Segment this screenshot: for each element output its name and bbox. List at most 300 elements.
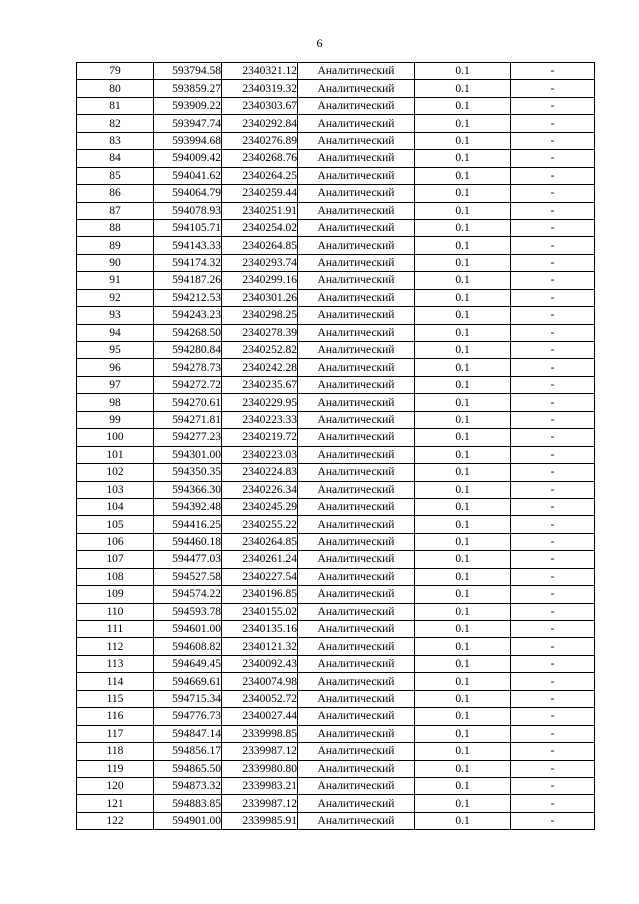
method-cell: Аналитический bbox=[298, 481, 415, 498]
y-coordinate-cell: 2340298.25 bbox=[222, 307, 298, 324]
description-cell: - bbox=[511, 254, 595, 271]
method-cell: Аналитический bbox=[298, 167, 415, 184]
y-coordinate-cell: 2340255.22 bbox=[222, 516, 298, 533]
description-cell: - bbox=[511, 621, 595, 638]
method-cell: Аналитический bbox=[298, 743, 415, 760]
method-cell: Аналитический bbox=[298, 777, 415, 794]
x-coordinate-cell: 594901.00 bbox=[154, 812, 222, 829]
table-row bbox=[77, 429, 595, 446]
point-number-cell: 120 bbox=[77, 777, 154, 794]
point-number-cell: 83 bbox=[77, 132, 154, 149]
y-coordinate-cell: 2340223.03 bbox=[222, 446, 298, 463]
x-coordinate-cell: 594277.23 bbox=[154, 429, 222, 446]
method-cell: Аналитический bbox=[298, 324, 415, 341]
y-coordinate-cell: 2339980.80 bbox=[222, 760, 298, 777]
accuracy-cell: 0.1 bbox=[415, 481, 511, 498]
y-coordinate-cell: 2340242.28 bbox=[222, 359, 298, 376]
method-cell: Аналитический bbox=[298, 376, 415, 393]
x-coordinate-cell: 594460.18 bbox=[154, 533, 222, 550]
description-cell: - bbox=[511, 394, 595, 411]
method-cell: Аналитический bbox=[298, 446, 415, 463]
accuracy-cell: 0.1 bbox=[415, 289, 511, 306]
y-coordinate-cell: 2340224.83 bbox=[222, 464, 298, 481]
x-coordinate-cell: 594064.79 bbox=[154, 185, 222, 202]
point-number-cell: 114 bbox=[77, 673, 154, 690]
point-number-cell: 95 bbox=[77, 342, 154, 359]
description-cell: - bbox=[511, 638, 595, 655]
x-coordinate-cell: 594392.48 bbox=[154, 498, 222, 515]
y-coordinate-cell: 2340052.72 bbox=[222, 690, 298, 707]
y-coordinate-cell: 2340303.67 bbox=[222, 97, 298, 114]
table-row bbox=[77, 132, 595, 149]
x-coordinate-cell: 594105.71 bbox=[154, 219, 222, 236]
y-coordinate-cell: 2339985.91 bbox=[222, 812, 298, 829]
point-number-cell: 112 bbox=[77, 638, 154, 655]
accuracy-cell: 0.1 bbox=[415, 777, 511, 794]
description-cell: - bbox=[511, 219, 595, 236]
accuracy-cell: 0.1 bbox=[415, 237, 511, 254]
x-coordinate-cell: 594883.85 bbox=[154, 795, 222, 812]
method-cell: Аналитический bbox=[298, 586, 415, 603]
description-cell: - bbox=[511, 202, 595, 219]
table-row bbox=[77, 725, 595, 742]
method-cell: Аналитический bbox=[298, 80, 415, 97]
x-coordinate-cell: 594280.84 bbox=[154, 342, 222, 359]
table-row bbox=[77, 376, 595, 393]
description-cell: - bbox=[511, 150, 595, 167]
accuracy-cell: 0.1 bbox=[415, 760, 511, 777]
x-coordinate-cell: 593994.68 bbox=[154, 132, 222, 149]
x-coordinate-cell: 594268.50 bbox=[154, 324, 222, 341]
y-coordinate-cell: 2340319.32 bbox=[222, 80, 298, 97]
description-cell: - bbox=[511, 812, 595, 829]
point-number-cell: 110 bbox=[77, 603, 154, 620]
point-number-cell: 81 bbox=[77, 97, 154, 114]
y-coordinate-cell: 2340259.44 bbox=[222, 185, 298, 202]
x-coordinate-cell: 594608.82 bbox=[154, 638, 222, 655]
coordinates-table-body bbox=[77, 63, 595, 830]
table-row bbox=[77, 743, 595, 760]
point-number-cell: 113 bbox=[77, 655, 154, 672]
point-number-cell: 96 bbox=[77, 359, 154, 376]
description-cell: - bbox=[511, 743, 595, 760]
accuracy-cell: 0.1 bbox=[415, 202, 511, 219]
method-cell: Аналитический bbox=[298, 795, 415, 812]
x-coordinate-cell: 594865.50 bbox=[154, 760, 222, 777]
description-cell: - bbox=[511, 777, 595, 794]
y-coordinate-cell: 2340252.82 bbox=[222, 342, 298, 359]
method-cell: Аналитический bbox=[298, 690, 415, 707]
table-row bbox=[77, 80, 595, 97]
description-cell: - bbox=[511, 760, 595, 777]
table-row bbox=[77, 551, 595, 568]
point-number-cell: 79 bbox=[77, 63, 154, 80]
y-coordinate-cell: 2340135.16 bbox=[222, 621, 298, 638]
point-number-cell: 108 bbox=[77, 568, 154, 585]
method-cell: Аналитический bbox=[298, 237, 415, 254]
point-number-cell: 122 bbox=[77, 812, 154, 829]
table-row bbox=[77, 342, 595, 359]
point-number-cell: 104 bbox=[77, 498, 154, 515]
table-row bbox=[77, 621, 595, 638]
accuracy-cell: 0.1 bbox=[415, 150, 511, 167]
accuracy-cell: 0.1 bbox=[415, 795, 511, 812]
description-cell: - bbox=[511, 603, 595, 620]
table-row bbox=[77, 655, 595, 672]
method-cell: Аналитический bbox=[298, 603, 415, 620]
table-row bbox=[77, 673, 595, 690]
y-coordinate-cell: 2340264.25 bbox=[222, 167, 298, 184]
table-row bbox=[77, 533, 595, 550]
method-cell: Аналитический bbox=[298, 673, 415, 690]
x-coordinate-cell: 594601.00 bbox=[154, 621, 222, 638]
description-cell: - bbox=[511, 795, 595, 812]
x-coordinate-cell: 594272.72 bbox=[154, 376, 222, 393]
x-coordinate-cell: 594847.14 bbox=[154, 725, 222, 742]
accuracy-cell: 0.1 bbox=[415, 603, 511, 620]
description-cell: - bbox=[511, 237, 595, 254]
y-coordinate-cell: 2340229.95 bbox=[222, 394, 298, 411]
description-cell: - bbox=[511, 97, 595, 114]
accuracy-cell: 0.1 bbox=[415, 708, 511, 725]
point-number-cell: 91 bbox=[77, 272, 154, 289]
accuracy-cell: 0.1 bbox=[415, 80, 511, 97]
x-coordinate-cell: 594669.61 bbox=[154, 673, 222, 690]
table-row bbox=[77, 446, 595, 463]
method-cell: Аналитический bbox=[298, 394, 415, 411]
description-cell: - bbox=[511, 185, 595, 202]
table-row bbox=[77, 202, 595, 219]
description-cell: - bbox=[511, 324, 595, 341]
description-cell: - bbox=[511, 708, 595, 725]
description-cell: - bbox=[511, 516, 595, 533]
method-cell: Аналитический bbox=[298, 516, 415, 533]
description-cell: - bbox=[511, 80, 595, 97]
y-coordinate-cell: 2340321.12 bbox=[222, 63, 298, 80]
description-cell: - bbox=[511, 132, 595, 149]
point-number-cell: 101 bbox=[77, 446, 154, 463]
accuracy-cell: 0.1 bbox=[415, 167, 511, 184]
point-number-cell: 105 bbox=[77, 516, 154, 533]
description-cell: - bbox=[511, 429, 595, 446]
y-coordinate-cell: 2340264.85 bbox=[222, 237, 298, 254]
page-number: 6 bbox=[316, 36, 323, 50]
x-coordinate-cell: 594174.32 bbox=[154, 254, 222, 271]
description-cell: - bbox=[511, 673, 595, 690]
table-row bbox=[77, 359, 595, 376]
method-cell: Аналитический bbox=[298, 411, 415, 428]
accuracy-cell: 0.1 bbox=[415, 621, 511, 638]
table-row bbox=[77, 638, 595, 655]
description-cell: - bbox=[511, 411, 595, 428]
method-cell: Аналитический bbox=[298, 621, 415, 638]
method-cell: Аналитический bbox=[298, 638, 415, 655]
method-cell: Аналитический bbox=[298, 219, 415, 236]
x-coordinate-cell: 594271.81 bbox=[154, 411, 222, 428]
y-coordinate-cell: 2340268.76 bbox=[222, 150, 298, 167]
method-cell: Аналитический bbox=[298, 725, 415, 742]
table-row bbox=[77, 289, 595, 306]
method-cell: Аналитический bbox=[298, 568, 415, 585]
y-coordinate-cell: 2340293.74 bbox=[222, 254, 298, 271]
accuracy-cell: 0.1 bbox=[415, 743, 511, 760]
table-row bbox=[77, 464, 595, 481]
point-number-cell: 97 bbox=[77, 376, 154, 393]
y-coordinate-cell: 2340227.54 bbox=[222, 568, 298, 585]
table-row bbox=[77, 167, 595, 184]
x-coordinate-cell: 594715.34 bbox=[154, 690, 222, 707]
table-row bbox=[77, 568, 595, 585]
y-coordinate-cell: 2340245.29 bbox=[222, 498, 298, 515]
y-coordinate-cell: 2340299.16 bbox=[222, 272, 298, 289]
table-row bbox=[77, 307, 595, 324]
point-number-cell: 99 bbox=[77, 411, 154, 428]
y-coordinate-cell: 2340292.84 bbox=[222, 115, 298, 132]
method-cell: Аналитический bbox=[298, 498, 415, 515]
description-cell: - bbox=[511, 342, 595, 359]
method-cell: Аналитический bbox=[298, 63, 415, 80]
accuracy-cell: 0.1 bbox=[415, 132, 511, 149]
point-number-cell: 89 bbox=[77, 237, 154, 254]
accuracy-cell: 0.1 bbox=[415, 812, 511, 829]
point-number-cell: 121 bbox=[77, 795, 154, 812]
description-cell: - bbox=[511, 376, 595, 393]
y-coordinate-cell: 2339998.85 bbox=[222, 725, 298, 742]
point-number-cell: 119 bbox=[77, 760, 154, 777]
accuracy-cell: 0.1 bbox=[415, 185, 511, 202]
x-coordinate-cell: 593909.22 bbox=[154, 97, 222, 114]
coordinates-table bbox=[76, 62, 595, 830]
point-number-cell: 107 bbox=[77, 551, 154, 568]
point-number-cell: 86 bbox=[77, 185, 154, 202]
point-number-cell: 111 bbox=[77, 621, 154, 638]
y-coordinate-cell: 2340074.98 bbox=[222, 673, 298, 690]
method-cell: Аналитический bbox=[298, 533, 415, 550]
table-row bbox=[77, 516, 595, 533]
y-coordinate-cell: 2340219.72 bbox=[222, 429, 298, 446]
description-cell: - bbox=[511, 63, 595, 80]
x-coordinate-cell: 594301.00 bbox=[154, 446, 222, 463]
x-coordinate-cell: 593947.74 bbox=[154, 115, 222, 132]
accuracy-cell: 0.1 bbox=[415, 725, 511, 742]
y-coordinate-cell: 2340278.39 bbox=[222, 324, 298, 341]
y-coordinate-cell: 2339983.21 bbox=[222, 777, 298, 794]
accuracy-cell: 0.1 bbox=[415, 533, 511, 550]
description-cell: - bbox=[511, 498, 595, 515]
accuracy-cell: 0.1 bbox=[415, 551, 511, 568]
method-cell: Аналитический bbox=[298, 202, 415, 219]
accuracy-cell: 0.1 bbox=[415, 63, 511, 80]
method-cell: Аналитический bbox=[298, 97, 415, 114]
x-coordinate-cell: 594270.61 bbox=[154, 394, 222, 411]
accuracy-cell: 0.1 bbox=[415, 254, 511, 271]
method-cell: Аналитический bbox=[298, 115, 415, 132]
accuracy-cell: 0.1 bbox=[415, 673, 511, 690]
table-row bbox=[77, 150, 595, 167]
accuracy-cell: 0.1 bbox=[415, 429, 511, 446]
point-number-cell: 106 bbox=[77, 533, 154, 550]
point-number-cell: 94 bbox=[77, 324, 154, 341]
y-coordinate-cell: 2340092.43 bbox=[222, 655, 298, 672]
accuracy-cell: 0.1 bbox=[415, 359, 511, 376]
point-number-cell: 87 bbox=[77, 202, 154, 219]
point-number-cell: 103 bbox=[77, 481, 154, 498]
accuracy-cell: 0.1 bbox=[415, 115, 511, 132]
accuracy-cell: 0.1 bbox=[415, 219, 511, 236]
method-cell: Аналитический bbox=[298, 429, 415, 446]
point-number-cell: 102 bbox=[77, 464, 154, 481]
x-coordinate-cell: 594212.53 bbox=[154, 289, 222, 306]
y-coordinate-cell: 2340196.85 bbox=[222, 586, 298, 603]
x-coordinate-cell: 594856.17 bbox=[154, 743, 222, 760]
table-row bbox=[77, 185, 595, 202]
description-cell: - bbox=[511, 533, 595, 550]
table-row bbox=[77, 690, 595, 707]
method-cell: Аналитический bbox=[298, 150, 415, 167]
table-row bbox=[77, 481, 595, 498]
accuracy-cell: 0.1 bbox=[415, 411, 511, 428]
x-coordinate-cell: 594078.93 bbox=[154, 202, 222, 219]
x-coordinate-cell: 594574.22 bbox=[154, 586, 222, 603]
x-coordinate-cell: 594350.35 bbox=[154, 464, 222, 481]
table-row bbox=[77, 603, 595, 620]
y-coordinate-cell: 2340155.02 bbox=[222, 603, 298, 620]
table-row bbox=[77, 812, 595, 829]
y-coordinate-cell: 2340223.33 bbox=[222, 411, 298, 428]
y-coordinate-cell: 2340276.89 bbox=[222, 132, 298, 149]
table-row bbox=[77, 272, 595, 289]
accuracy-cell: 0.1 bbox=[415, 586, 511, 603]
description-cell: - bbox=[511, 289, 595, 306]
description-cell: - bbox=[511, 551, 595, 568]
point-number-cell: 118 bbox=[77, 743, 154, 760]
y-coordinate-cell: 2339987.12 bbox=[222, 743, 298, 760]
description-cell: - bbox=[511, 446, 595, 463]
method-cell: Аналитический bbox=[298, 185, 415, 202]
accuracy-cell: 0.1 bbox=[415, 568, 511, 585]
accuracy-cell: 0.1 bbox=[415, 272, 511, 289]
table-row bbox=[77, 394, 595, 411]
table-row bbox=[77, 115, 595, 132]
point-number-cell: 82 bbox=[77, 115, 154, 132]
accuracy-cell: 0.1 bbox=[415, 516, 511, 533]
method-cell: Аналитический bbox=[298, 655, 415, 672]
description-cell: - bbox=[511, 464, 595, 481]
point-number-cell: 80 bbox=[77, 80, 154, 97]
description-cell: - bbox=[511, 725, 595, 742]
point-number-cell: 100 bbox=[77, 429, 154, 446]
x-coordinate-cell: 594143.33 bbox=[154, 237, 222, 254]
point-number-cell: 85 bbox=[77, 167, 154, 184]
y-coordinate-cell: 2340301.26 bbox=[222, 289, 298, 306]
method-cell: Аналитический bbox=[298, 254, 415, 271]
x-coordinate-cell: 593794.58 bbox=[154, 63, 222, 80]
table-row bbox=[77, 63, 595, 80]
table-row bbox=[77, 254, 595, 271]
x-coordinate-cell: 594776.73 bbox=[154, 708, 222, 725]
method-cell: Аналитический bbox=[298, 307, 415, 324]
accuracy-cell: 0.1 bbox=[415, 655, 511, 672]
method-cell: Аналитический bbox=[298, 464, 415, 481]
y-coordinate-cell: 2340254.02 bbox=[222, 219, 298, 236]
x-coordinate-cell: 594041.62 bbox=[154, 167, 222, 184]
table-row bbox=[77, 237, 595, 254]
table-row bbox=[77, 586, 595, 603]
table-row bbox=[77, 97, 595, 114]
accuracy-cell: 0.1 bbox=[415, 324, 511, 341]
description-cell: - bbox=[511, 272, 595, 289]
accuracy-cell: 0.1 bbox=[415, 376, 511, 393]
accuracy-cell: 0.1 bbox=[415, 638, 511, 655]
table-row bbox=[77, 760, 595, 777]
x-coordinate-cell: 594243.23 bbox=[154, 307, 222, 324]
point-number-cell: 84 bbox=[77, 150, 154, 167]
method-cell: Аналитический bbox=[298, 132, 415, 149]
y-coordinate-cell: 2340251.91 bbox=[222, 202, 298, 219]
y-coordinate-cell: 2340121.32 bbox=[222, 638, 298, 655]
x-coordinate-cell: 594278.73 bbox=[154, 359, 222, 376]
table-row bbox=[77, 708, 595, 725]
description-cell: - bbox=[511, 568, 595, 585]
point-number-cell: 109 bbox=[77, 586, 154, 603]
y-coordinate-cell: 2340235.67 bbox=[222, 376, 298, 393]
description-cell: - bbox=[511, 690, 595, 707]
x-coordinate-cell: 593859.27 bbox=[154, 80, 222, 97]
accuracy-cell: 0.1 bbox=[415, 446, 511, 463]
table-row bbox=[77, 219, 595, 236]
method-cell: Аналитический bbox=[298, 359, 415, 376]
table-row bbox=[77, 777, 595, 794]
method-cell: Аналитический bbox=[298, 272, 415, 289]
y-coordinate-cell: 2340264.85 bbox=[222, 533, 298, 550]
accuracy-cell: 0.1 bbox=[415, 498, 511, 515]
x-coordinate-cell: 594187.26 bbox=[154, 272, 222, 289]
x-coordinate-cell: 594873.32 bbox=[154, 777, 222, 794]
description-cell: - bbox=[511, 359, 595, 376]
method-cell: Аналитический bbox=[298, 551, 415, 568]
method-cell: Аналитический bbox=[298, 760, 415, 777]
x-coordinate-cell: 594009.42 bbox=[154, 150, 222, 167]
x-coordinate-cell: 594593.78 bbox=[154, 603, 222, 620]
method-cell: Аналитический bbox=[298, 812, 415, 829]
table-row bbox=[77, 411, 595, 428]
x-coordinate-cell: 594649.45 bbox=[154, 655, 222, 672]
accuracy-cell: 0.1 bbox=[415, 690, 511, 707]
description-cell: - bbox=[511, 481, 595, 498]
x-coordinate-cell: 594416.25 bbox=[154, 516, 222, 533]
accuracy-cell: 0.1 bbox=[415, 307, 511, 324]
description-cell: - bbox=[511, 115, 595, 132]
point-number-cell: 116 bbox=[77, 708, 154, 725]
accuracy-cell: 0.1 bbox=[415, 394, 511, 411]
x-coordinate-cell: 594477.03 bbox=[154, 551, 222, 568]
y-coordinate-cell: 2340261.24 bbox=[222, 551, 298, 568]
description-cell: - bbox=[511, 586, 595, 603]
method-cell: Аналитический bbox=[298, 342, 415, 359]
point-number-cell: 92 bbox=[77, 289, 154, 306]
description-cell: - bbox=[511, 167, 595, 184]
table-row bbox=[77, 795, 595, 812]
method-cell: Аналитический bbox=[298, 708, 415, 725]
description-cell: - bbox=[511, 655, 595, 672]
point-number-cell: 93 bbox=[77, 307, 154, 324]
method-cell: Аналитический bbox=[298, 289, 415, 306]
point-number-cell: 88 bbox=[77, 219, 154, 236]
table-row bbox=[77, 498, 595, 515]
point-number-cell: 90 bbox=[77, 254, 154, 271]
x-coordinate-cell: 594527.58 bbox=[154, 568, 222, 585]
accuracy-cell: 0.1 bbox=[415, 464, 511, 481]
